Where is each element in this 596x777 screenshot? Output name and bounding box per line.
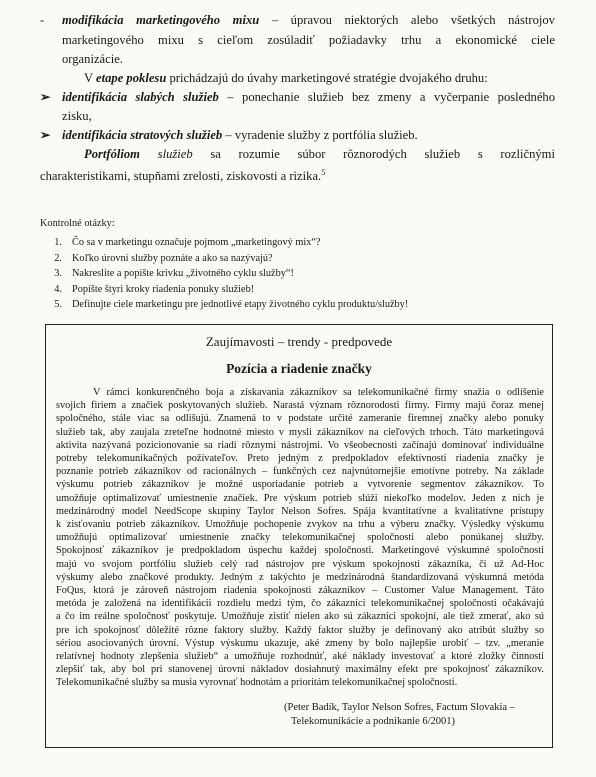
box-line: Spokojnosť zákazníkov je predpokladom úspechu každej spoločnosti. Marketingové výskumné spoločnosti bbox=[56, 545, 544, 557]
box-line: k zisťovaniu potrieb zákazníkov. Umožňuje pochopenie zvykov na trhu a výberu značky. Výsledky výskumu bbox=[56, 519, 544, 531]
box-line: zlepšiť tak, aby bol pri stanovenej úrovni nákladov dosiahnutý maximálny efekt pre spokojnosť zákazníkov. bbox=[56, 664, 544, 676]
box-line: V rámci konkurenčného boja a získavania zákazníkov sa telekomunikačné firmy snažia o odlíšenie bbox=[56, 387, 544, 398]
mix-line-2: marketingového mixu s cieľom zosúladiť požiadavky trhu a ekonomické ciele bbox=[62, 33, 555, 47]
box-line: výskumy alebo značkové produkty. Jedným z takýchto je medzinárodná štandardizovaná výskumná metóda bbox=[56, 571, 544, 583]
portfolio-line-1: Portfóliom služieb sa rozumie súbor rôznorodých služieb s rozličnými bbox=[84, 147, 555, 161]
question-item: 2. Koľko úrovní služby poznáte a ako sa nazývajú? bbox=[54, 252, 273, 264]
bullet-2-term: identifikácia stratových služieb bbox=[62, 128, 223, 142]
list-dash: - bbox=[40, 13, 45, 27]
question-item: 5. Definujte ciele marketingu pre jednotlivé etapy životného cyklu produktu/služby! bbox=[54, 299, 409, 310]
portfolio-line-2: charakteristikami, stupňami zrelosti, ziskovosti a rizika.$^5$ bbox=[40, 168, 326, 184]
box-line: služieb tak, aby zaujala zreteľne hodnotné miesto v mysli zákazníkov na cieľových trhoch. Táto marketingová bbox=[56, 426, 544, 438]
decline-line: V etape poklesu prichádzajú do úvahy marketingové stratégie dvojakého druhu: bbox=[84, 71, 488, 85]
box-line: výskumu potrieb zákazníkov je možné usporiadanie potrieb a vytvorenie segmentov zákazníkov. To bbox=[56, 479, 544, 491]
mix-line-3: organizácie. bbox=[62, 52, 123, 66]
box-body bbox=[56, 386, 544, 690]
arrow-bullet-icon: ➢ bbox=[40, 90, 51, 104]
bullet-1-line-2: zisku, bbox=[62, 109, 92, 123]
box-line: pre ich spokojnosť dôležité rôzne faktory služby. Každý faktor služby je definovaný ako atribút služby so bbox=[56, 624, 544, 636]
box-line: poznanie potrieb zákazníkov od racionálnych – funkčných cez najvnútornejšie emotívne potreby. Na základe bbox=[56, 466, 544, 478]
mix-line-1 bbox=[62, 12, 555, 28]
arrow-bullet-icon: ➢ bbox=[40, 128, 51, 142]
question-item: 1. Čo sa v marketingu označuje pojmom „marketingový mix“? bbox=[54, 237, 321, 248]
mix-rest: – úpravou niektorých alebo všetkých nástrojov bbox=[259, 13, 555, 27]
box-line: sériou asociovaných úrovní. Výstup výskumu ukazuje, aké zmeny by bolo najlepšie urobiť – tzv. „meranie bbox=[56, 637, 544, 649]
box-line: FoQus, ktorá je zároveň nástrojom riadenia spokojnosti zákazníkov – Customer Value Management. Táto bbox=[56, 585, 544, 597]
mix-term: modifikácia marketingového mixu bbox=[62, 13, 260, 27]
trends-box bbox=[45, 324, 553, 748]
box-line: a čo im reálne spoločnosť poskytuje. Umožňuje zistiť nielen ako sú zákazníci spokojní, ale tiež zmerať, ako sú bbox=[56, 611, 544, 623]
box-header: Zaujímavosti – trendy - predpovede bbox=[205, 334, 393, 349]
box-line: majú vo svojom portfóliu služieb celý rad nástrojov pre výskum spokojnosti zákazníka, či už Ad-Hoc bbox=[56, 558, 544, 570]
question-item: 3. Nakreslite a popíšte krivku „životného cyklu služby“! bbox=[54, 268, 294, 279]
box-line: spoločného, stále viac sa odlišujú. Znamená to v podstate určité zameranie firemnej značky alebo ponuky bbox=[56, 413, 544, 425]
source-line-1: (Peter Badík, Taylor Nelson Sofres, Factum Slovakia – bbox=[284, 702, 515, 713]
box-title: Pozícia a riadenie značky bbox=[226, 361, 372, 376]
bullet-2-line: identifikácia stratových služieb – vyradenie služby z portfólia služieb. bbox=[62, 128, 418, 142]
question-item: 4. Popíšte štyri kroky riadenia ponuky služieb! bbox=[54, 283, 255, 295]
box-line: aktivita nazývaná pozicionovanie sa riadi rôznymi nástrojmi. Vo všeobecnosti začínajú dominovať individuálne bbox=[56, 439, 544, 451]
box-line: medzinárodný model NeedScope skupiny Taylor Nelson Sofres. Spája kvantitatívne a kvalitatívne prístupy bbox=[56, 505, 544, 517]
box-line: Telekomunikačné služby sa musia vyrovnať hodnotám a prioritám telekomunikačnej spoločnosti. bbox=[56, 677, 458, 689]
decline-term: etape poklesu bbox=[96, 71, 167, 85]
footnote-marker: 5 bbox=[321, 168, 326, 177]
box-line: relatívnej hodnoty zlepšenia služieb“ a umožňuje rozhodnúť, aké náklady investovať a ktoré zložky činnosti bbox=[56, 651, 544, 663]
box-line: umožňuje optimalizovať umiestnenie značiek. Pre výskum potrieb slúži niekoľko modelov. Jeden z nich je bbox=[56, 492, 544, 504]
portfolio-term: Portfóliom bbox=[84, 147, 140, 161]
box-line: potreby telekomunikačných požívateľov. Preto jedným z predpokladov efektívnosti riadenia značky je bbox=[56, 453, 544, 465]
box-line: metóda je založená na identifikácii rozdielu medzi tým, čo zákazníci telekomunikačnej spoločnosti očakávajú bbox=[56, 598, 544, 610]
bullet-1-term: identifikácia slabých služieb bbox=[62, 90, 219, 104]
box-line: umožňujú optimalizovať umiestnenie značky telekomunikačnej spoločnosti alebo ponúkanej služby. bbox=[56, 532, 544, 544]
bullet-1-line-1: identifikácia slabých služieb – ponechanie služieb bez zmeny a vyčerpanie posledného bbox=[62, 90, 556, 104]
source-line-2: Telekomunikácie a podnikanie 6/2001) bbox=[291, 716, 456, 727]
questions-title: Kontrolné otázky: bbox=[40, 218, 115, 229]
questions-list bbox=[40, 235, 408, 313]
box-line: svojich firiem a značiek poskytovaných služieb. Narastá význam rôznorodosti firmy. Firmy majú čoraz menej bbox=[56, 400, 544, 412]
